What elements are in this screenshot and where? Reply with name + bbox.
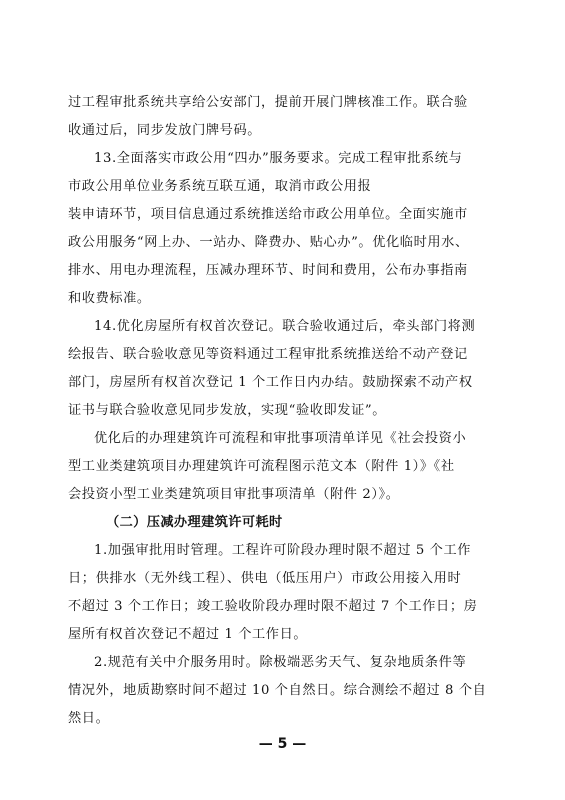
text-line: 型工业类建筑项目办理建筑许可流程图示范文本（附件 1）》《社 [68,459,455,474]
text-line: 1.加强审批用时管理。工程许可阶段办理时限不超过 5 个工作 [94,543,472,558]
text-line: 优化后的办理建筑许可流程和审批事项清单详见《社会投资小 [94,431,467,446]
text-line: 证书与联合验收意见同步发放，实现“验收即发证”。 [68,403,387,418]
text-line: 屋所有权首次登记不超过 1 个工作日。 [68,627,308,642]
page-number: — 5 — [258,736,307,752]
text-line: 装申请环节，项目信息通过系统推送给市政公用单位。全面实施市 [68,207,468,222]
text-line: 和收费标准。 [68,291,151,306]
text-line: 日；供排水（无外线工程）、供电（低压用户）市政公用接入用时 [68,571,462,586]
text-line: 绘报告、联合验收意见等资料通过工程审批系统推送给不动产登记 [68,347,468,362]
text-line: 2.规范有关中介服务用时。除极端恶劣天气、复杂地质条件等 [94,655,467,670]
text-line: 过工程审批系统共享给公安部门，提前开展门牌核准工作。联合验 [68,95,468,110]
text-line: 政公用服务“网上办、一站办、降费办、贴心办”。优化临时用水、 [68,235,469,250]
text-line: 13.全面落实市政公用“四办”服务要求。完成工程审批系统与 [94,151,463,166]
text-line: 排水、用电办理流程，压减办理环节、时间和费用，公布办事指南 [68,263,468,278]
text-line: 14.优化房屋所有权首次登记。联合验收通过后，牵头部门将测 [94,319,476,334]
text-line: 然日。 [68,711,110,726]
text-line: 部门，房屋所有权首次登记 1 个工作日内办结。鼓励探索不动产权 [68,375,473,390]
text-line: 不超过 3 个工作日；竣工验收阶段办理时限不超过 7 个工作日；房 [68,599,478,614]
text-line: 情况外，地质勘察时间不超过 10 个自然日。综合测绘不超过 8 个自 [68,683,487,698]
text-line: 市政公用单位业务系统互联互通，取消市政公用报 [68,179,372,194]
text-line: 收通过后，同步发放门牌号码。 [68,123,262,138]
section-heading: （二）压减办理建筑许可耗时 [106,515,283,530]
text-line: 会投资小型工业类建筑项目审批事项清单（附件 2）》。 [68,487,400,502]
